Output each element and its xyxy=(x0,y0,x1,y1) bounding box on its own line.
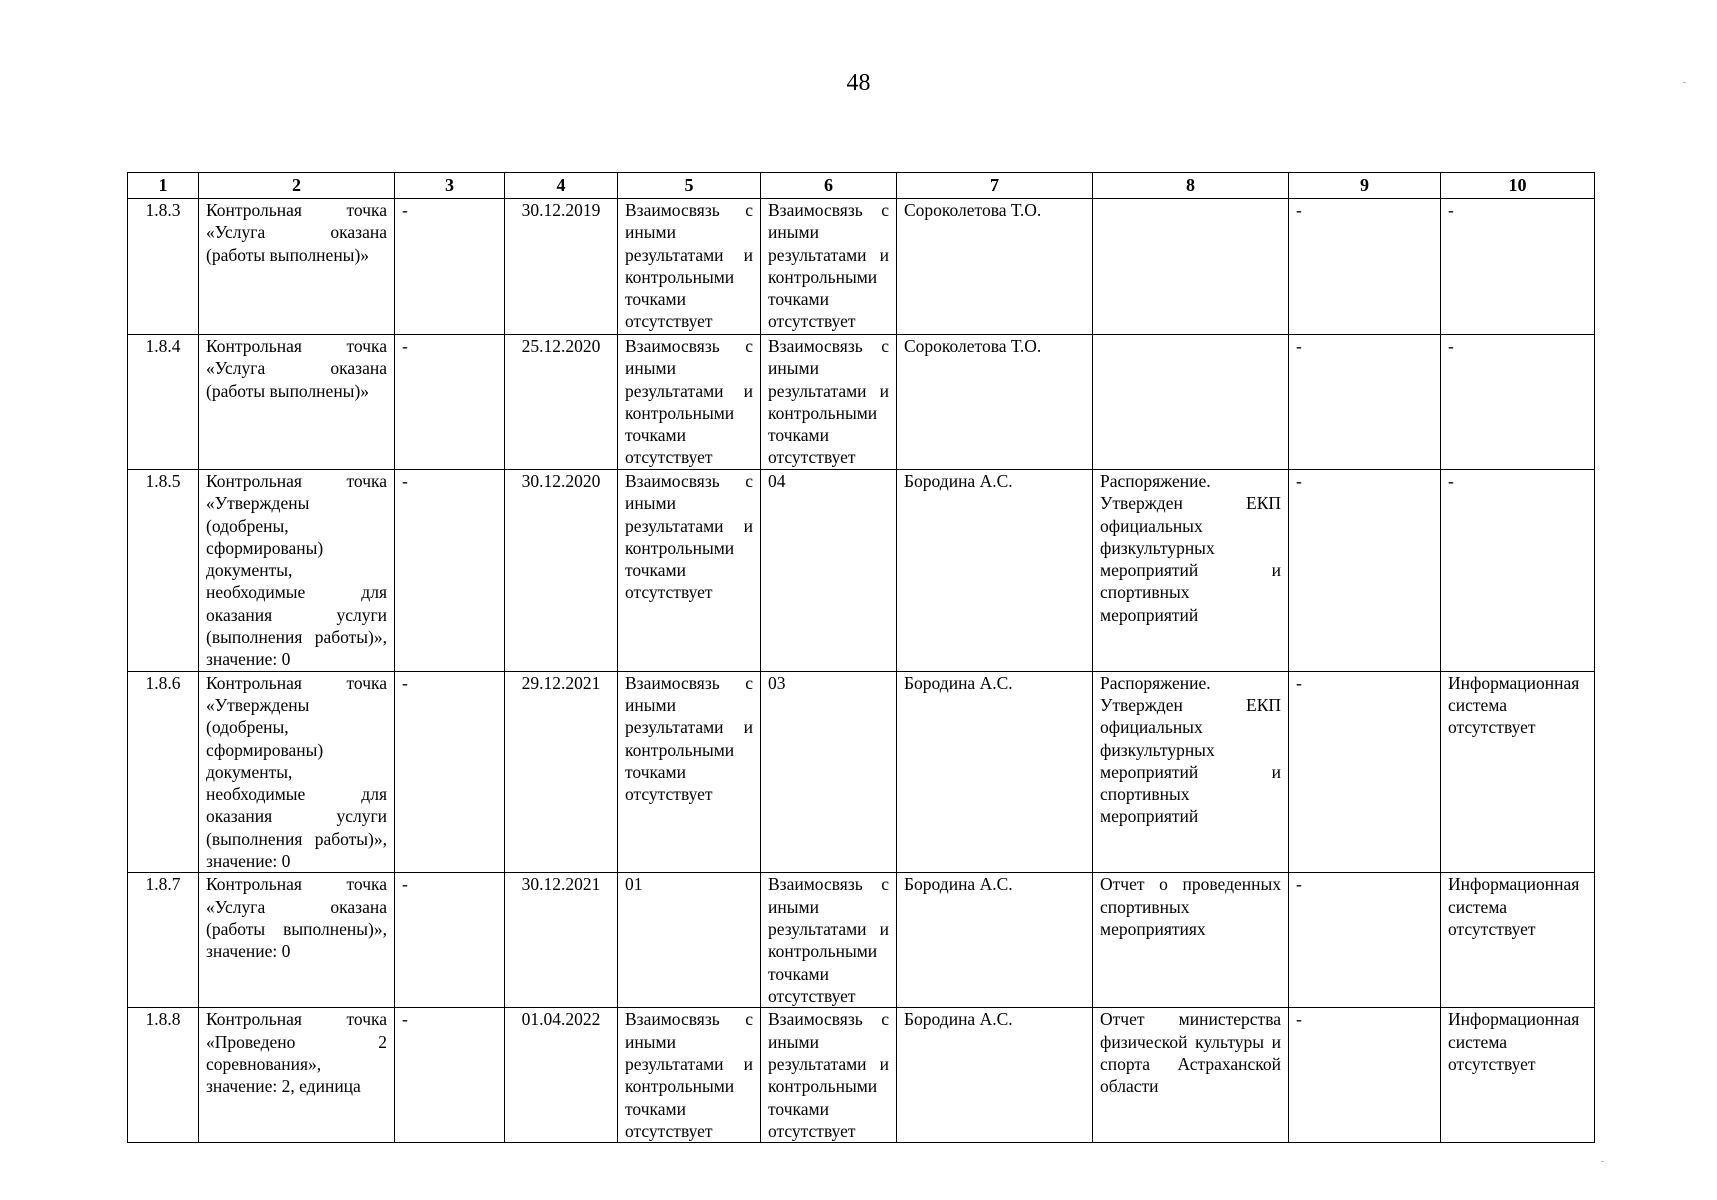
cell-col9: - xyxy=(1289,335,1441,470)
deadline-date: 29.12.2021 xyxy=(505,671,618,873)
cell-col9: - xyxy=(1289,199,1441,335)
cell-col10: Информационная система отсутствует xyxy=(1441,1008,1595,1143)
cell-col9: - xyxy=(1289,470,1441,672)
column-header: 5 xyxy=(618,173,761,199)
cell-col6: Взаимосвязь с иными результатами и контрольными точками отсутствует xyxy=(761,335,897,470)
deadline-date: 30.12.2020 xyxy=(505,470,618,672)
column-header: 8 xyxy=(1093,173,1289,199)
cell-col8 xyxy=(1093,335,1289,470)
cell-col9: - xyxy=(1289,873,1441,1008)
cell-col6: Взаимосвязь с иными результатами и контрольными точками отсутствует xyxy=(761,199,897,335)
column-header: 1 xyxy=(128,173,199,199)
cell-col3: - xyxy=(395,671,505,873)
cell-col6: 04 xyxy=(761,470,897,672)
control-point-name: Контрольная точка «Услуга оказана (работы выполнены)», значение: 0 xyxy=(199,873,395,1008)
cell-col10: - xyxy=(1441,470,1595,672)
responsible-person: Сороколетова Т.О. xyxy=(897,335,1093,470)
control-point-name: Контрольная точка «Услуга оказана (работы выполнены)» xyxy=(199,335,395,470)
cell-col3: - xyxy=(395,1008,505,1143)
deadline-date: 25.12.2020 xyxy=(505,335,618,470)
column-header: 2 xyxy=(199,173,395,199)
responsible-person: Бородина А.С. xyxy=(897,470,1093,672)
page-number: 48 xyxy=(846,70,871,96)
responsible-person: Бородина А.С. xyxy=(897,671,1093,873)
row-number: 1.8.5 xyxy=(128,470,199,672)
table-row xyxy=(128,470,1595,672)
control-point-name: Контрольная точка «Проведено 2 соревнования», значение: 2, единица xyxy=(199,1008,395,1143)
cell-col3: - xyxy=(395,873,505,1008)
cell-col5: Взаимосвязь с иными результатами и контрольными точками отсутствует xyxy=(618,1008,761,1143)
cell-col6: Взаимосвязь с иными результатами и контрольными точками отсутствует xyxy=(761,1008,897,1143)
cell-col5: Взаимосвязь с иными результатами и контрольными точками отсутствует xyxy=(618,199,761,335)
column-header: 4 xyxy=(505,173,618,199)
cell-col5: 01 xyxy=(618,873,761,1008)
cell-col9: - xyxy=(1289,671,1441,873)
cell-col5: Взаимосвязь с иными результатами и контрольными точками отсутствует xyxy=(618,335,761,470)
scan-mark xyxy=(1683,82,1686,83)
table-row xyxy=(128,335,1595,470)
responsible-person: Бородина А.С. xyxy=(897,1008,1093,1143)
column-header: 6 xyxy=(761,173,897,199)
table-header-row xyxy=(128,173,1595,199)
row-number: 1.8.8 xyxy=(128,1008,199,1143)
column-header: 7 xyxy=(897,173,1093,199)
responsible-person: Сороколетова Т.О. xyxy=(897,199,1093,335)
cell-col10: - xyxy=(1441,335,1595,470)
cell-col5: Взаимосвязь с иными результатами и контрольными точками отсутствует xyxy=(618,671,761,873)
cell-col8: Отчет министерства физической культуры и спорта Астраханской области xyxy=(1093,1008,1289,1143)
row-number: 1.8.7 xyxy=(128,873,199,1008)
cell-col9: - xyxy=(1289,1008,1441,1143)
cell-col5: Взаимосвязь с иными результатами и контрольными точками отсутствует xyxy=(618,470,761,672)
column-header: 9 xyxy=(1289,173,1441,199)
cell-col3: - xyxy=(395,335,505,470)
row-number: 1.8.3 xyxy=(128,199,199,335)
cell-col8: Распоряжение. Утвержден ЕКП официальных физкультурных мероприятий и спортивных мероприятий xyxy=(1093,470,1289,672)
cell-col6: Взаимосвязь с иными результатами и контрольными точками отсутствует xyxy=(761,873,897,1008)
cell-col6: 03 xyxy=(761,671,897,873)
table-row xyxy=(128,873,1595,1008)
control-point-name: Контрольная точка «Утверждены (одобрены, сформированы) документы, необходимые для оказания услуги (выполнения работы)», значение: 0 xyxy=(199,470,395,672)
table-row xyxy=(128,199,1595,335)
deadline-date: 30.12.2019 xyxy=(505,199,618,335)
cell-col8: Распоряжение. Утвержден ЕКП официальных физкультурных мероприятий и спортивных мероприятий xyxy=(1093,671,1289,873)
control-point-name: Контрольная точка «Услуга оказана (работы выполнены)» xyxy=(199,199,395,335)
cell-col3: - xyxy=(395,470,505,672)
cell-col10: Информационная система отсутствует xyxy=(1441,873,1595,1008)
cell-col3: - xyxy=(395,199,505,335)
column-header: 3 xyxy=(395,173,505,199)
responsible-person: Бородина А.С. xyxy=(897,873,1093,1008)
control-points-table xyxy=(127,172,1595,1143)
cell-col10: Информационная система отсутствует xyxy=(1441,671,1595,873)
cell-col8 xyxy=(1093,199,1289,335)
deadline-date: 30.12.2021 xyxy=(505,873,618,1008)
deadline-date: 01.04.2022 xyxy=(505,1008,618,1143)
control-point-name: Контрольная точка «Утверждены (одобрены, сформированы) документы, необходимые для оказания услуги (выполнения работы)», значение: 0 xyxy=(199,671,395,873)
column-header: 10 xyxy=(1441,173,1595,199)
row-number: 1.8.6 xyxy=(128,671,199,873)
cell-col8: Отчет о проведенных спортивных мероприятиях xyxy=(1093,873,1289,1008)
cell-col10: - xyxy=(1441,199,1595,335)
table-row xyxy=(128,1008,1595,1143)
table-row xyxy=(128,671,1595,873)
scan-mark xyxy=(1601,1161,1604,1162)
row-number: 1.8.4 xyxy=(128,335,199,470)
